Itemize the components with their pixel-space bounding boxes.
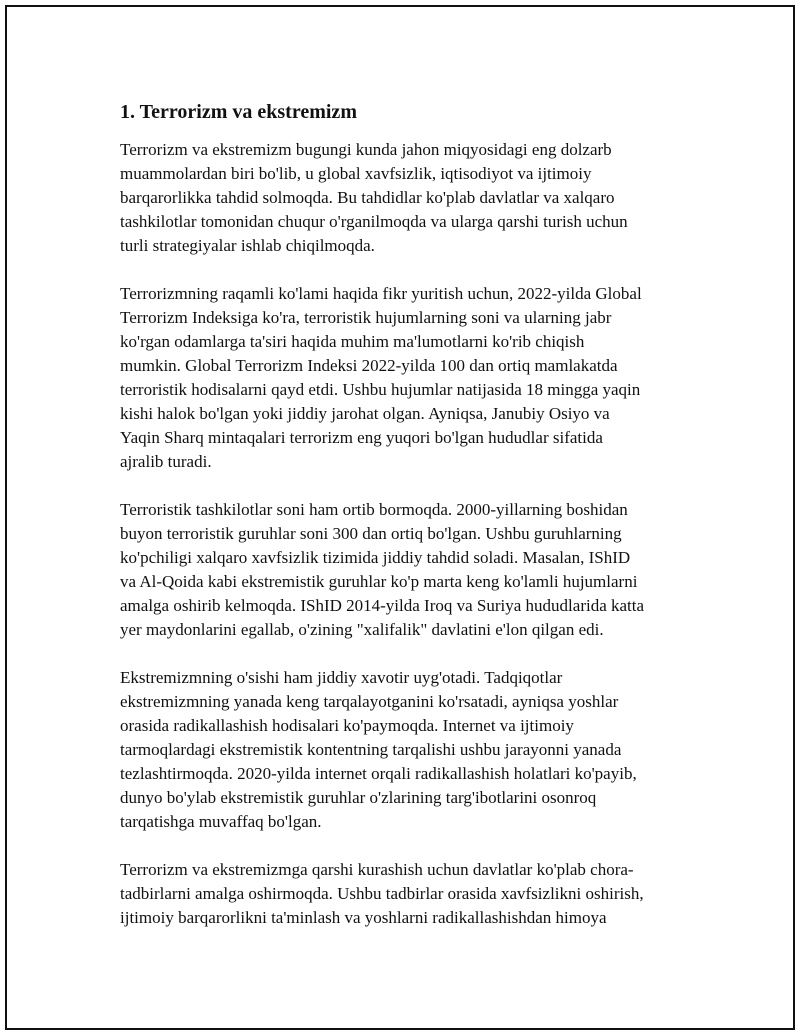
text-line: va Al-Qoida kabi ekstremistik guruhlar ko'p marta keng ko'lamli hujumlarni bbox=[120, 572, 638, 591]
text-line: tadbirlarni amalga oshirmoqda. Ushbu tadbirlar orasida xavfsizlikni oshirish, bbox=[120, 884, 644, 903]
paragraph-2 bbox=[120, 282, 695, 474]
text-line: turli strategiyalar ishlab chiqilmoqda. bbox=[120, 236, 375, 255]
text-line: mumkin. Global Terrorizm Indeksi 2022-yilda 100 dan ortiq mamlakatda bbox=[120, 356, 618, 375]
text-line: terroristik hodisalarni qayd etdi. Ushbu hujumlar natijasida 18 mingga yaqin bbox=[120, 380, 641, 399]
text-line: tashkilotlar tomonidan chuqur o'rganilmoqda va ularga qarshi turish uchun bbox=[120, 212, 628, 231]
document-body bbox=[120, 99, 695, 954]
paragraph-4 bbox=[120, 666, 695, 834]
text-line: yer maydonlarini egallab, o'zining "xalifalik" davlatini e'lon qilgan edi. bbox=[120, 620, 604, 639]
text-line: ijtimoiy barqarorlikni ta'minlash va yoshlarni radikallashishdan himoya bbox=[120, 908, 607, 927]
paragraph-5 bbox=[120, 858, 695, 930]
paragraph-1 bbox=[120, 138, 695, 258]
text-line: Terroristik tashkilotlar soni ham ortib bormoqda. 2000-yillarning boshidan bbox=[120, 500, 628, 519]
text-line: Terrorizm va ekstremizmga qarshi kurashish uchun davlatlar ko'plab chora- bbox=[120, 860, 634, 879]
text-line: Terrorizm va ekstremizm bugungi kunda jahon miqyosidagi eng dolzarb bbox=[120, 140, 612, 159]
text-line: muammolardan biri bo'lib, u global xavfsizlik, iqtisodiyot va ijtimoiy bbox=[120, 164, 592, 183]
text-line: ajralib turadi. bbox=[120, 452, 212, 471]
text-line: buyon terroristik guruhlar soni 300 dan ortiq bo'lgan. Ushbu guruhlarning bbox=[120, 524, 622, 543]
text-line: tezlashtirmoqda. 2020-yilda internet orqali radikallashish holatlari ko'payib, bbox=[120, 764, 637, 783]
text-line: Yaqin Sharq mintaqalari terrorizm eng yuqori bo'lgan hududlar sifatida bbox=[120, 428, 603, 447]
text-line: amalga oshirib kelmoqda. IShID 2014-yilda Iroq va Suriya hududlarida katta bbox=[120, 596, 645, 615]
text-line: tarqatishga muvaffaq bo'lgan. bbox=[120, 812, 322, 831]
text-line: Terrorizmning raqamli ko'lami haqida fikr yuritish uchun, 2022-yilda Global bbox=[120, 284, 642, 303]
text-line: ekstremizmning yanada keng tarqalayotganini ko'rsatadi, ayniqsa yoshlar bbox=[120, 692, 619, 711]
text-line: barqarorlikka tahdid solmoqda. Bu tahdidlar ko'plab davlatlar va xalqaro bbox=[120, 188, 615, 207]
text-line: Ekstremizmning o'sishi ham jiddiy xavotir uyg'otadi. Tadqiqotlar bbox=[120, 668, 563, 687]
text-line: ko'pchiligi xalqaro xavfsizlik tizimida jiddiy tahdid soladi. Masalan, IShID bbox=[120, 548, 631, 567]
page-border bbox=[5, 5, 795, 1030]
text-line: Terrorizm Indeksiga ko'ra, terroristik hujumlarning soni va ularning jabr bbox=[120, 308, 612, 327]
text-line: tarmoqlardagi ekstremistik kontentning tarqalishi ushbu jarayonni yanada bbox=[120, 740, 622, 759]
text-line: dunyo bo'ylab ekstremistik guruhlar o'zlarining targ'ibotlarini osonroq bbox=[120, 788, 597, 807]
text-line: orasida radikallashish hodisalari ko'paymoqda. Internet va ijtimoiy bbox=[120, 716, 574, 735]
text-line: kishi halok bo'lgan yoki jiddiy jarohat olgan. Ayniqsa, Janubiy Osiyo va bbox=[120, 404, 610, 423]
paragraph-3 bbox=[120, 498, 695, 642]
text-line: ko'rgan odamlarga ta'siri haqida muhim ma'lumotlarni ko'rib chiqish bbox=[120, 332, 585, 351]
section-heading: 1. Terrorizm va ekstremizm bbox=[120, 101, 357, 123]
